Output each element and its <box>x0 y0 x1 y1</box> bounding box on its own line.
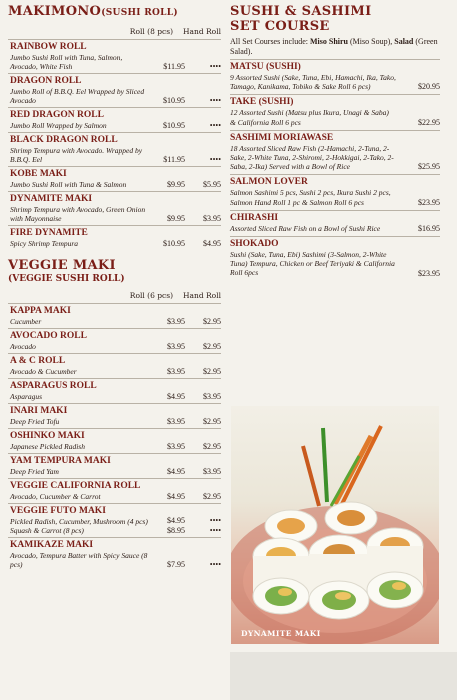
set-course-item <box>230 174 440 209</box>
item-name: KAMIKAZE MAKI <box>10 540 94 550</box>
sets-title-line1: SUSHI & SASHIMI <box>230 4 372 19</box>
item-prices <box>151 516 221 525</box>
item-description: Deep Fried Yam <box>10 467 59 476</box>
set-description: 18 Assorted Sliced Raw Fish (2-Hamachi, 2-Tuna, 2-Sake, 2-White Tuna, 2-Shiromi, 2-Hokkigai, 2-Tako, 2-Saba, 2-Ika) Served with a Bowl of Rice <box>230 143 394 172</box>
item-name: YAM TEMPURA MAKI <box>10 456 111 466</box>
hand-roll-price: $2.95 <box>203 417 221 426</box>
item-name: DYNAMITE MAKI <box>10 194 93 204</box>
hand-roll-price: $3.95 <box>203 214 221 223</box>
item-description: Spicy Shrimp Tempura <box>10 239 79 248</box>
item-description: Deep Fried Tofu <box>10 417 60 426</box>
hand-roll-price: $4.95 <box>203 239 221 248</box>
item-prices <box>151 239 221 248</box>
hand-roll-price: $5.95 <box>203 180 221 189</box>
item-description: Avocado, Cucumber & Carrot <box>10 492 101 501</box>
set-name: SHOKADO <box>230 239 279 250</box>
set-price: $16.95 <box>418 224 440 234</box>
menu-item <box>8 378 221 403</box>
hand-roll-price: $2.95 <box>203 442 221 451</box>
set-course-item <box>230 210 440 236</box>
item-name: VEGGIE CALIFORNIA ROLL <box>10 481 141 491</box>
left-column <box>8 4 221 571</box>
set-name: MATSU (SUSHI) <box>230 62 301 72</box>
item-description: Jumbo Sushi Roll with Tuna, Salmon, Avocado, White Fish <box>10 53 123 71</box>
menu-item <box>8 107 221 132</box>
item-description: Jumbo Roll Wrapped by Salmon <box>10 121 107 130</box>
item-name: FIRE DYNAMITE <box>10 228 88 238</box>
hand-roll-price: •••• <box>209 121 221 130</box>
hand-roll-price: $2.95 <box>203 317 221 326</box>
veggie-subtitle: (VEGGIE SUSHI ROLL) <box>8 274 125 284</box>
veggie-column-headers <box>8 291 221 300</box>
roll-price: $4.95 <box>167 516 185 525</box>
set-description: Assorted Sliced Raw Fish on a Bowl of Sushi Rice <box>230 223 381 233</box>
item-description: Avocado, Tempura Batter with Spicy Sauce (8 pcs) <box>10 551 148 569</box>
roll-price: $11.95 <box>163 62 185 71</box>
roll-price: $3.95 <box>167 367 185 376</box>
item-description: Avocado <box>10 342 36 351</box>
set-price: $23.95 <box>418 197 440 207</box>
set-price: $23.95 <box>418 268 440 278</box>
sets-intro-a: All Set Courses include: <box>230 37 310 46</box>
roll-price: $10.95 <box>163 121 185 130</box>
item-name: RAINBOW ROLL <box>10 42 87 52</box>
menu-item <box>8 353 221 378</box>
item-name: ASPARAGUS ROLL <box>10 381 97 391</box>
item-prices-secondary <box>151 526 221 535</box>
roll-price: $3.95 <box>167 317 185 326</box>
item-prices <box>151 492 221 501</box>
menu-item <box>8 166 221 191</box>
item-description: Avocado & Cucumber <box>10 367 77 376</box>
menu-item <box>8 225 221 250</box>
item-prices <box>151 317 221 326</box>
veggie-title: VEGGIE MAKI <box>8 258 116 273</box>
hand-roll-price: •••• <box>209 516 221 525</box>
set-description: Sushi (Sake, Tuna, Ebi) Sashimi (3-Salmon, 2-White Tuna) Tempura, Chicken or Beef Teriyaki & California Roll 6pcs <box>230 250 395 278</box>
set-name: CHIRASHI <box>230 212 279 223</box>
item-prices <box>151 214 221 223</box>
set-name: SASHIMI MORIAWASE <box>230 132 334 143</box>
menu-item <box>8 39 221 73</box>
item-description: Jumbo Sushi Roll with Tuna & Salmon <box>10 180 127 189</box>
item-prices <box>151 180 221 189</box>
item-name: KAPPA MAKI <box>10 306 71 316</box>
set-price: $22.95 <box>418 117 440 127</box>
item-prices <box>151 442 221 451</box>
set-course-item <box>230 59 440 94</box>
item-name: A & C ROLL <box>10 356 66 366</box>
item-name: DRAGON ROLL <box>10 76 82 86</box>
item-description: Cucumber <box>10 317 42 326</box>
item-description: Japanese Pickled Radish <box>10 442 85 451</box>
item-description: Shrimp Tempura with Avocado. Wrapped by B.B.Q. Eel <box>10 146 143 164</box>
menu-item <box>8 328 221 353</box>
right-column <box>230 4 440 281</box>
sets-intro-e: (Green Salad). <box>230 37 438 56</box>
menu-item <box>8 453 221 478</box>
item-name: OSHINKO MAKI <box>10 431 85 441</box>
makimono-column-headers <box>8 27 221 36</box>
makimono-title-small: (SUSHI ROLL) <box>101 8 178 18</box>
item-name: VEGGIE FUTO MAKI <box>10 506 106 516</box>
hand-roll-price: $2.95 <box>203 342 221 351</box>
sets-intro-d: Salad <box>394 37 414 46</box>
menu-item <box>8 537 221 571</box>
roll-price: $9.95 <box>167 214 185 223</box>
item-prices <box>151 467 221 476</box>
roll-price: $10.95 <box>163 96 185 105</box>
item-name: RED DRAGON ROLL <box>10 110 104 120</box>
photo-caption: DYNAMITE MAKI <box>241 629 321 638</box>
makimono-col-roll: Roll (8 pcs) <box>129 27 173 36</box>
item-name: AVOCADO ROLL <box>10 331 87 341</box>
menu-item <box>8 503 221 537</box>
hand-roll-price: $2.95 <box>203 492 221 501</box>
item-description: Jumbo Roll of B.B.Q. Eel Wrapped by Sliced Avocado <box>10 87 145 105</box>
menu-item <box>8 191 221 225</box>
item-prices <box>151 121 221 130</box>
set-name: TAKE (SUSHI) <box>230 97 294 108</box>
set-course-item <box>230 130 440 175</box>
item-prices <box>151 155 221 164</box>
menu-item <box>8 132 221 166</box>
item-prices <box>151 392 221 401</box>
menu-item <box>8 403 221 428</box>
sets-intro <box>230 37 440 57</box>
roll-price: $8.95 <box>167 526 185 535</box>
set-course-item <box>230 236 440 281</box>
set-description: Salmon Sashimi 5 pcs, Sushi 2 pcs, Ikura Sushi 2 pcs, Salmon Hand Roll 1 pc & Salmon Roll 6 pcs <box>230 188 391 207</box>
roll-price: $3.95 <box>167 442 185 451</box>
set-price: $25.95 <box>418 162 440 172</box>
item-prices <box>151 62 221 71</box>
bottom-band <box>230 652 457 700</box>
set-description: 12 Assorted Sushi (Matsu plus Ikura, Unagi & Saba) & California Roll 6 pcs <box>230 108 389 127</box>
dynamite-maki-photo <box>231 406 439 644</box>
hand-roll-price: •••• <box>209 96 221 105</box>
sets-title-line2: SET COURSE <box>230 19 330 34</box>
item-prices <box>151 367 221 376</box>
item-description: Asparagus <box>10 392 43 401</box>
item-prices <box>151 342 221 351</box>
set-price: $20.95 <box>418 82 440 92</box>
roll-price: $4.95 <box>167 467 185 476</box>
item-description: Shrimp Tempura with Avocado, Green Onion with Mayonnaise <box>10 205 146 223</box>
hand-roll-price: •••• <box>209 526 221 535</box>
item-prices <box>151 560 221 569</box>
sets-intro-c: (Miso Soup), <box>348 37 395 46</box>
veggie-list <box>8 303 221 571</box>
hand-roll-price: •••• <box>209 155 221 164</box>
veggie-col-hand: Hand Roll <box>183 291 221 300</box>
roll-price: $9.95 <box>167 180 185 189</box>
roll-price: $3.95 <box>167 342 185 351</box>
item-name: KOBE MAKI <box>10 169 67 179</box>
item-description: Pickled Radish, Cucumber, Mushroom (4 pcs) Squash & Carrot (8 pcs) <box>10 517 148 535</box>
item-name: BLACK DRAGON ROLL <box>10 135 118 145</box>
makimono-title-text: MAKIMONO <box>8 4 102 19</box>
set-course-item <box>230 94 440 129</box>
hand-roll-price: •••• <box>209 560 221 569</box>
makimono-title <box>8 4 221 21</box>
menu-item <box>8 73 221 107</box>
menu-item <box>8 428 221 453</box>
hand-roll-price: $2.95 <box>203 367 221 376</box>
roll-price: $11.95 <box>163 155 185 164</box>
hand-roll-price: $3.95 <box>203 392 221 401</box>
hand-roll-price: •••• <box>209 62 221 71</box>
set-description: 9 Assorted Sushi (Sake, Tuna, Ebi, Hamachi, Ika, Tako, Tamago, Kanikama, Tobiko & Sake Roll 6 pcs) <box>230 73 396 92</box>
menu-item <box>8 478 221 503</box>
makimono-col-hand: Hand Roll <box>183 27 221 36</box>
roll-price: $10.95 <box>163 239 185 248</box>
sushi-illustration <box>231 406 439 644</box>
sets-list <box>230 59 440 281</box>
roll-price: $7.95 <box>167 560 185 569</box>
hand-roll-price: $3.95 <box>203 467 221 476</box>
item-prices <box>151 417 221 426</box>
roll-price: $4.95 <box>167 392 185 401</box>
item-name: INARI MAKI <box>10 406 68 416</box>
roll-price: $3.95 <box>167 417 185 426</box>
veggie-col-roll: Roll (6 pcs) <box>129 291 173 300</box>
sets-intro-b: Miso Shiru <box>310 37 349 46</box>
roll-price: $4.95 <box>167 492 185 501</box>
item-prices <box>151 96 221 105</box>
makimono-list <box>8 39 221 250</box>
menu-item <box>8 303 221 328</box>
set-name: SALMON LOVER <box>230 177 308 188</box>
